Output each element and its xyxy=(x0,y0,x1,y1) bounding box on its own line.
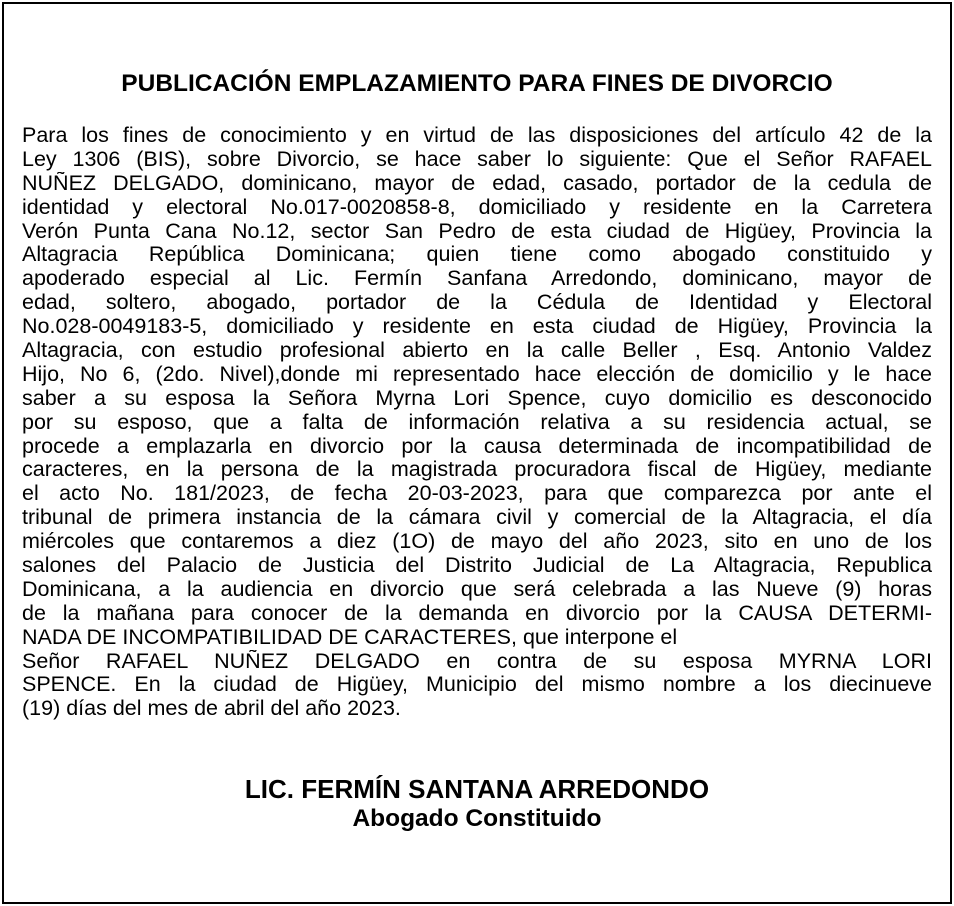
body-line: identidad y electoral No.017-0020858-8, domiciliado y residente en la Carretera xyxy=(22,195,932,219)
body-line: de la mañana para conocer de la demanda en divorcio por la CAUSA DETERMI- xyxy=(22,601,932,625)
body-line: por su esposo, que a falta de información relativa a su residencia actual, se xyxy=(22,410,932,434)
body-line: Señor RAFAEL NUÑEZ DELGADO en contra de su esposa MYRNA LORI xyxy=(22,649,932,673)
body-line: Verón Punta Cana No.12, sector San Pedro de esta ciudad de Higüey, Provincia la xyxy=(22,219,932,243)
body-line: Dominicana, a la audiencia en divorcio que será celebrada a las Nueve (9) horas xyxy=(22,577,932,601)
body-line: tribunal de primera instancia de la cámara civil y comercial de la Altagracia, el día xyxy=(22,506,932,530)
body-line: el acto No. 181/2023, de fecha 20-03-2023, para que comparezca por ante el xyxy=(22,482,932,506)
body-line: No.028-0049183-5, domiciliado y residente en esta ciudad de Higüey, Provincia la xyxy=(22,315,932,339)
body-line: edad, soltero, abogado, portador de la Cédula de Identidad y Electoral xyxy=(22,291,932,315)
body-line: apoderado especial al Lic. Fermín Sanfana Arredondo, dominicano, mayor de xyxy=(22,267,932,291)
signature-role: Abogado Constituido xyxy=(352,805,602,832)
body-line: NUÑEZ DELGADO, dominicano, mayor de edad, casado, portador de la cedula de xyxy=(22,171,932,195)
notice-frame xyxy=(2,2,952,904)
body-line: caracteres, en la persona de la magistrada procuradora fiscal de Higüey, mediante xyxy=(22,458,932,482)
signature-name: LIC. FERMÍN SANTANA ARREDONDO xyxy=(244,774,710,804)
body-line: Altagracia, con estudio profesional abierto en la calle Beller , Esq. Antonio Valdez xyxy=(22,339,932,363)
body-line: salones del Palacio de Justicia del Distrito Judicial de La Altagracia, Republica xyxy=(22,554,932,578)
body-line: Hijo, No 6, (2do. Nivel),donde mi representado hace elección de domicilio y le hace xyxy=(22,362,932,386)
body-line: (19) días del mes de abril del año 2023. xyxy=(22,697,401,721)
body-line: SPENCE. En la ciudad de Higüey, Municipio del mismo nombre a los diecinueve xyxy=(22,673,932,697)
body-line: procede a emplazarla en divorcio por la causa determinada de incompatibilidad de xyxy=(22,434,932,458)
signature-block xyxy=(4,774,950,834)
body-line: Ley 1306 (BIS), sobre Divorcio, se hace saber lo siguiente: Que el Señor RAFAEL xyxy=(22,147,932,171)
notice-title: PUBLICACIÓN EMPLAZAMIENTO PARA FINES DE DIVORCIO xyxy=(121,70,833,97)
body-line: miércoles que contaremos a diez (1O) de mayo del año 2023, sito en uno de los xyxy=(22,530,932,554)
body-line: NADA DE INCOMPATIBILIDAD DE CARACTERES, que interpone el xyxy=(22,625,678,649)
notice-body xyxy=(22,124,932,721)
body-line: saber a su esposa la Señora Myrna Lori Spence, cuyo domicilio es desconocido xyxy=(22,386,932,410)
body-line: Para los fines de conocimiento y en virtud de las disposiciones del artículo 42 de la xyxy=(22,124,932,147)
body-line: Altagracia República Dominicana; quien tiene como abogado constituido y xyxy=(22,243,932,267)
